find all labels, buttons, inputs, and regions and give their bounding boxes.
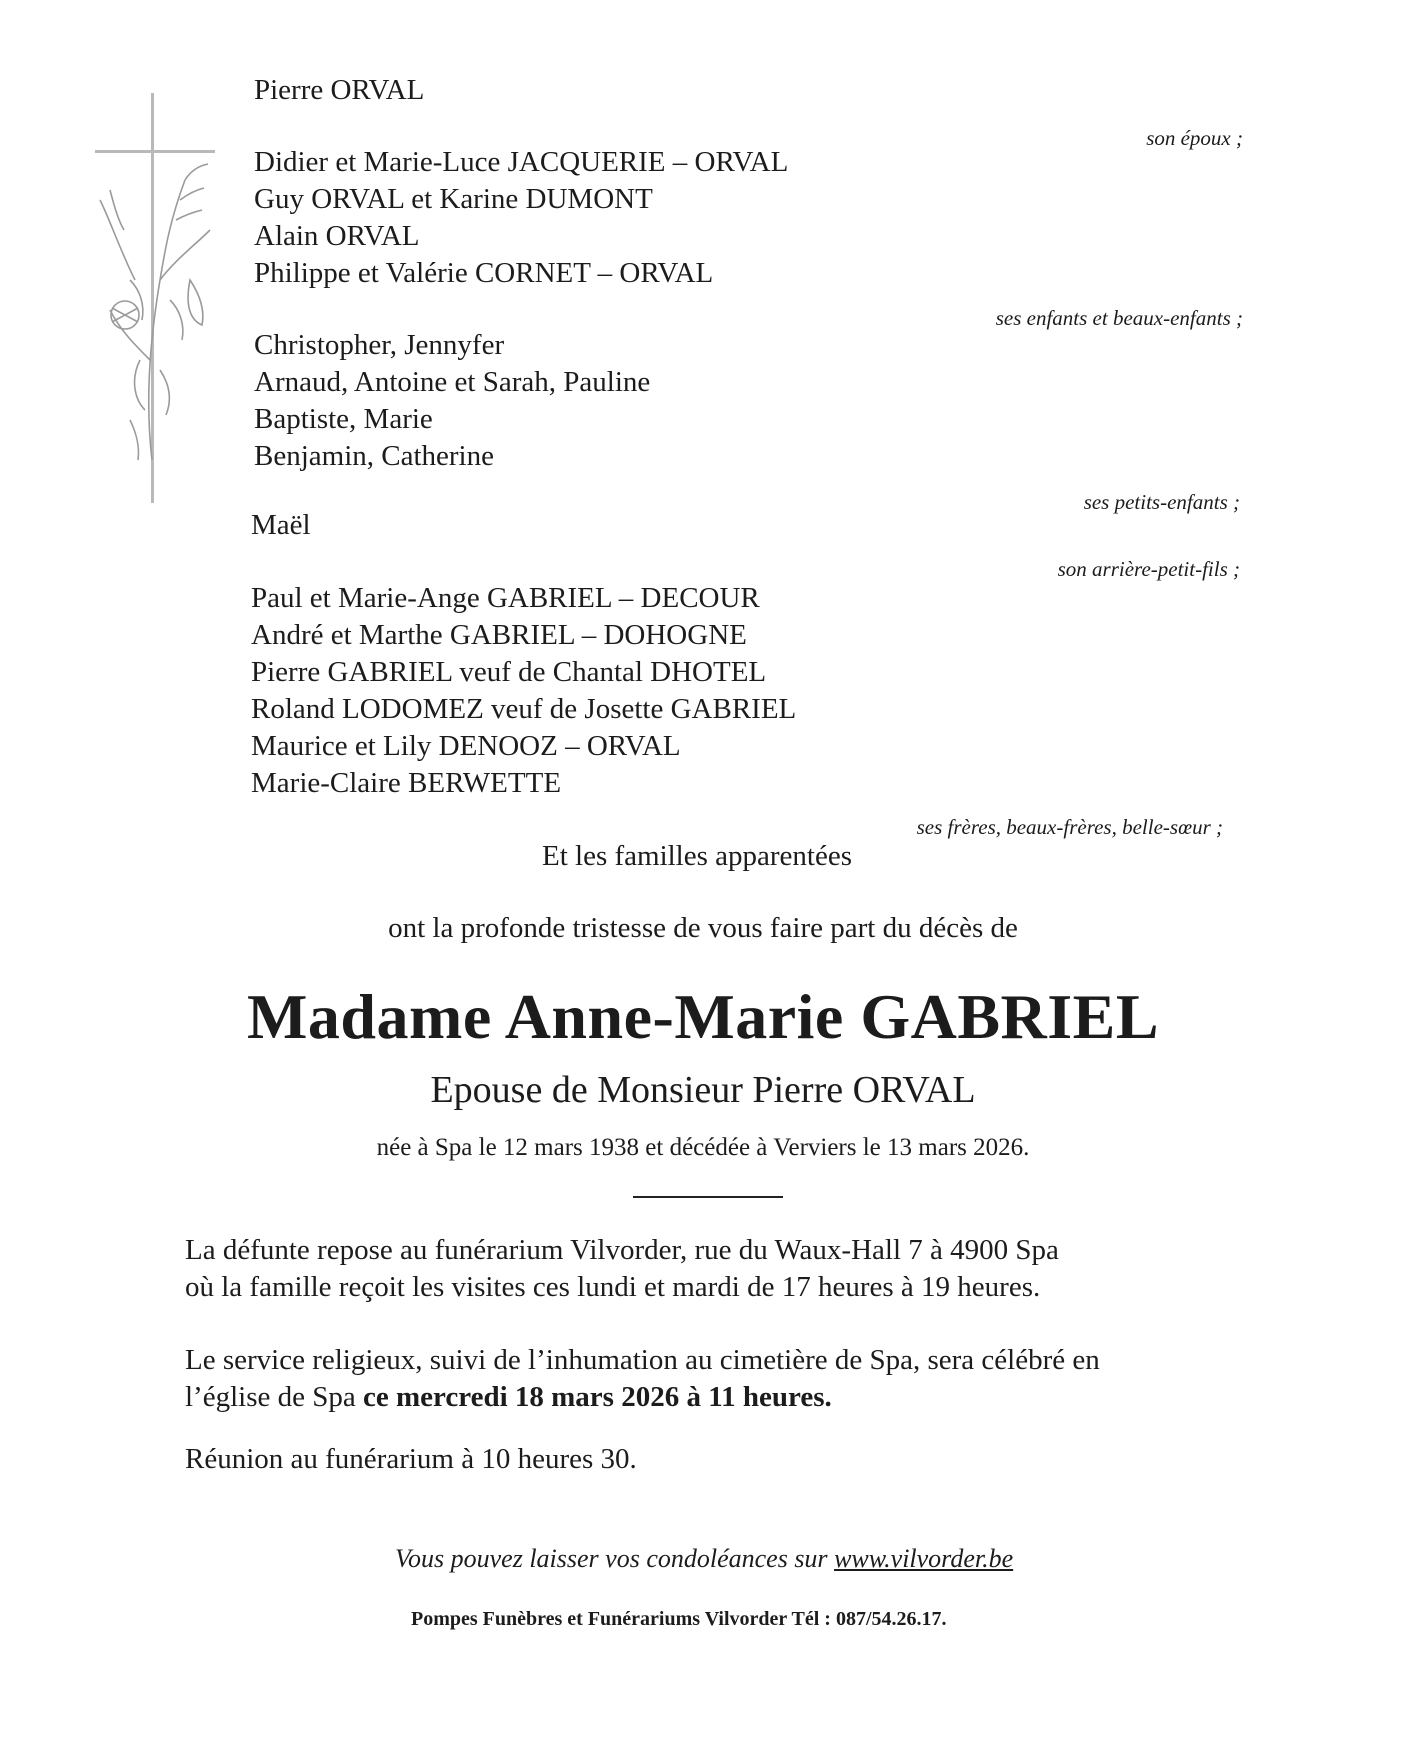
birth-death-dates: née à Spa le 12 mars 1938 et décédée à Verviers le 13 mars 2026. xyxy=(376,1134,1030,1161)
grandchild-name: Christopher, Jennyfer xyxy=(254,329,505,361)
great-grandchild-name: Maël xyxy=(251,509,311,541)
meeting-info: Réunion au funérarium à 10 heures 30. xyxy=(185,1443,637,1475)
visitation-line: La défunte repose au funérarium Vilvorder, rue du Waux-Hall 7 à 4900 Spa xyxy=(185,1234,1059,1266)
spouse-relation: son époux ; xyxy=(1146,126,1243,150)
grandchild-name: Baptiste, Marie xyxy=(254,403,433,435)
visitation-paragraph xyxy=(185,1232,1059,1306)
sibling-name: Pierre GABRIEL veuf de Chantal DHOTEL xyxy=(251,656,767,688)
service-paragraph xyxy=(185,1342,1100,1416)
siblings-group xyxy=(251,580,796,802)
sibling-name: Marie-Claire BERWETTE xyxy=(251,767,562,799)
child-name: Guy ORVAL et Karine DUMONT xyxy=(254,183,653,215)
siblings-relation: ses frères, beaux-frères, belle-sœur ; xyxy=(916,815,1223,839)
service-datetime: ce mercredi 18 mars 2026 à 11 heures. xyxy=(362,1381,832,1413)
grandchildren-relation: ses petits-enfants ; xyxy=(1083,490,1240,514)
child-name: Alain ORVAL xyxy=(254,220,420,252)
deceased-name: Madame Anne-Marie GABRIEL xyxy=(247,981,1159,1052)
grandchild-name: Arnaud, Antoine et Sarah, Pauline xyxy=(254,366,651,398)
grandchild-name: Benjamin, Catherine xyxy=(254,440,494,472)
great-grandchild-group xyxy=(251,507,311,544)
cross-with-flowers-icon xyxy=(90,160,230,470)
sibling-name: André et Marthe GABRIEL – DOHOGNE xyxy=(251,619,747,651)
condolences-line xyxy=(395,1544,1013,1574)
service-line xyxy=(185,1379,1100,1416)
child-name: Philippe et Valérie CORNET – ORVAL xyxy=(254,257,714,289)
cross-horizontal-bar xyxy=(95,150,215,153)
condolences-link[interactable]: www.vilvorder.be xyxy=(834,1544,1014,1573)
child-name: Didier et Marie-Luce JACQUERIE – ORVAL xyxy=(254,146,789,178)
sibling-name: Roland LODOMEZ veuf de Josette GABRIEL xyxy=(251,693,797,725)
related-families: Et les familles apparentées xyxy=(542,840,853,872)
condolences-text: Vous pouvez laisser vos condoléances sur xyxy=(395,1544,835,1573)
funeral-company-footer: Pompes Funèbres et Funérariums Vilvorder Tél : 087/54.26.17. xyxy=(411,1608,947,1630)
visitation-line: où la famille reçoit les visites ces lundi et mardi de 17 heures à 19 heures. xyxy=(185,1271,1041,1303)
children-group xyxy=(254,144,788,292)
children-relation: ses enfants et beaux-enfants ; xyxy=(995,306,1243,330)
spouse-name: Pierre ORVAL xyxy=(254,74,425,106)
grandchildren-group xyxy=(254,327,650,475)
announcement-intro: ont la profonde tristesse de vous faire part du décès de xyxy=(388,912,1018,944)
spouse-group xyxy=(254,72,424,109)
service-location: l’église de Spa xyxy=(185,1381,363,1413)
deceased-spouse-line: Epouse de Monsieur Pierre ORVAL xyxy=(430,1069,976,1111)
great-grandchild-relation: son arrière-petit-fils ; xyxy=(1057,557,1240,581)
sibling-name: Maurice et Lily DENOOZ – ORVAL xyxy=(251,730,681,762)
sibling-name: Paul et Marie-Ange GABRIEL – DECOUR xyxy=(251,582,760,614)
separator-line xyxy=(633,1196,783,1198)
service-line: Le service religieux, suivi de l’inhumation au cimetière de Spa, sera célébré en xyxy=(185,1344,1100,1376)
